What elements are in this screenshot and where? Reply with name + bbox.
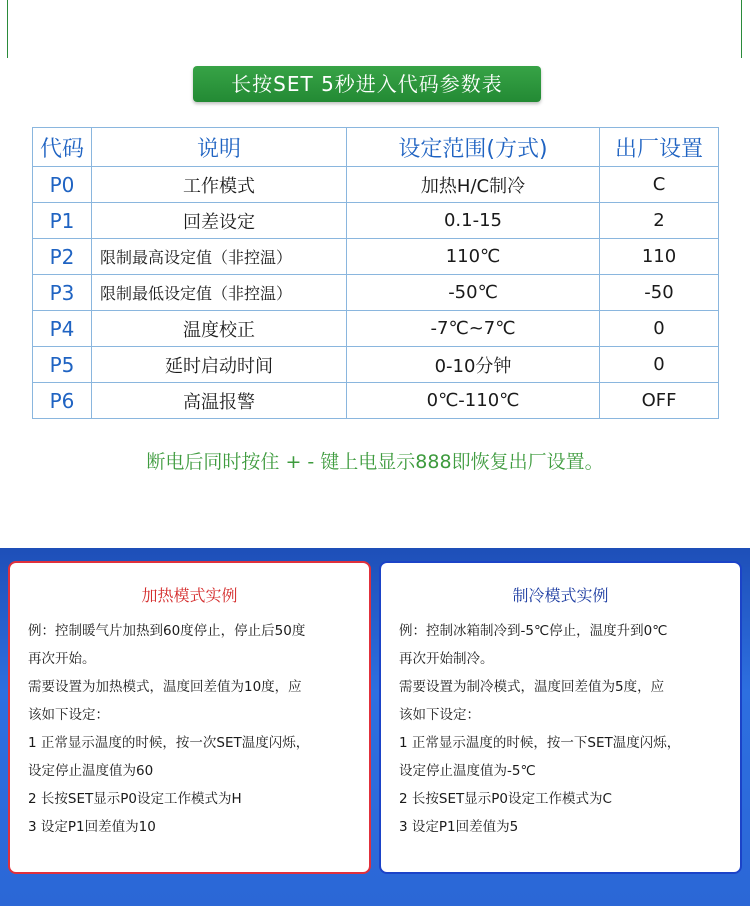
heating-example-card <box>8 561 371 874</box>
cooling-example-line: 需要设置为制冷模式，温度回差值为5度，应 <box>399 679 665 695</box>
row-default: 0 <box>600 311 719 347</box>
heating-example-line: 需要设置为加热模式，温度回差值为10度，应 <box>28 679 302 695</box>
header-description: 说明 <box>92 128 347 167</box>
row-code: P6 <box>33 383 92 419</box>
row-range: -7℃~7℃ <box>347 311 600 347</box>
cooling-example-line: 再次开始制冷。 <box>399 651 494 667</box>
cooling-example-line: 该如下设定： <box>399 707 480 723</box>
cooling-example-title: 制冷模式实例 <box>512 586 609 605</box>
cooling-example-line: 设定停止温度值为-5℃ <box>399 763 536 779</box>
row-description: 限制最低设定值（非控温） <box>92 275 347 311</box>
heating-example-body <box>28 617 364 841</box>
row-code: P0 <box>33 167 92 203</box>
table-row <box>33 275 719 311</box>
table-row <box>33 383 719 419</box>
header-range: 设定范围(方式) <box>347 128 600 167</box>
row-default: 2 <box>600 203 719 239</box>
cooling-example-line: 1 正常显示温度的时候，按一下SET温度闪烁， <box>399 735 681 751</box>
row-default: 0 <box>600 347 719 383</box>
row-description: 回差设定 <box>92 203 347 239</box>
row-default: -50 <box>600 275 719 311</box>
parameter-table-banner: 长按SET 5秒进入代码参数表 <box>193 66 541 102</box>
cooling-example-body <box>399 617 735 841</box>
row-range: 0-10分钟 <box>347 347 600 383</box>
row-range: -50℃ <box>347 275 600 311</box>
right-edge-line <box>741 0 742 58</box>
header-default: 出厂设置 <box>600 128 719 167</box>
row-default: 110 <box>600 239 719 275</box>
row-description: 延时启动时间 <box>92 347 347 383</box>
row-code: P1 <box>33 203 92 239</box>
row-code: P4 <box>33 311 92 347</box>
parameter-table <box>32 127 719 419</box>
table-header-row <box>33 128 719 167</box>
row-description: 限制最高设定值（非控温） <box>92 239 347 275</box>
header-code: 代码 <box>33 128 92 167</box>
cooling-example-card <box>379 561 742 874</box>
row-range: 0℃-110℃ <box>347 383 600 419</box>
cooling-example-line: 例：控制冰箱制冷到-5℃停止，温度升到0℃ <box>399 623 668 639</box>
table-row <box>33 311 719 347</box>
table-row <box>33 167 719 203</box>
row-code: P2 <box>33 239 92 275</box>
heating-example-line: 2 长按SET显示P0设定工作模式为H <box>28 791 242 807</box>
row-range: 加热H/C制冷 <box>347 167 600 203</box>
row-default: C <box>600 167 719 203</box>
table-row <box>33 239 719 275</box>
row-description: 高温报警 <box>92 383 347 419</box>
table-row <box>33 203 719 239</box>
row-default: OFF <box>600 383 719 419</box>
row-description: 工作模式 <box>92 167 347 203</box>
row-description: 温度校正 <box>92 311 347 347</box>
cooling-example-line: 3 设定P1回差值为5 <box>399 819 519 835</box>
heating-example-line: 3 设定P1回差值为10 <box>28 819 156 835</box>
cooling-example-line: 2 长按SET显示P0设定工作模式为C <box>399 791 612 807</box>
heating-example-line: 例：控制暖气片加热到60度停止，停止后50度 <box>28 623 306 639</box>
factory-reset-note: 断电后同时按住 + - 键上电显示888即恢复出厂设置。 <box>146 451 604 473</box>
row-code: P3 <box>33 275 92 311</box>
row-code: P5 <box>33 347 92 383</box>
table-row <box>33 347 719 383</box>
left-edge-line <box>7 0 8 58</box>
heating-example-line: 该如下设定： <box>28 707 109 723</box>
heating-example-line: 1 正常显示温度的时候，按一次SET温度闪烁， <box>28 735 310 751</box>
heating-example-line: 再次开始。 <box>28 651 96 667</box>
heating-example-line: 设定停止温度值为60 <box>28 763 154 779</box>
row-range: 110℃ <box>347 239 600 275</box>
heating-example-title: 加热模式实例 <box>141 586 238 605</box>
row-range: 0.1-15 <box>347 203 600 239</box>
